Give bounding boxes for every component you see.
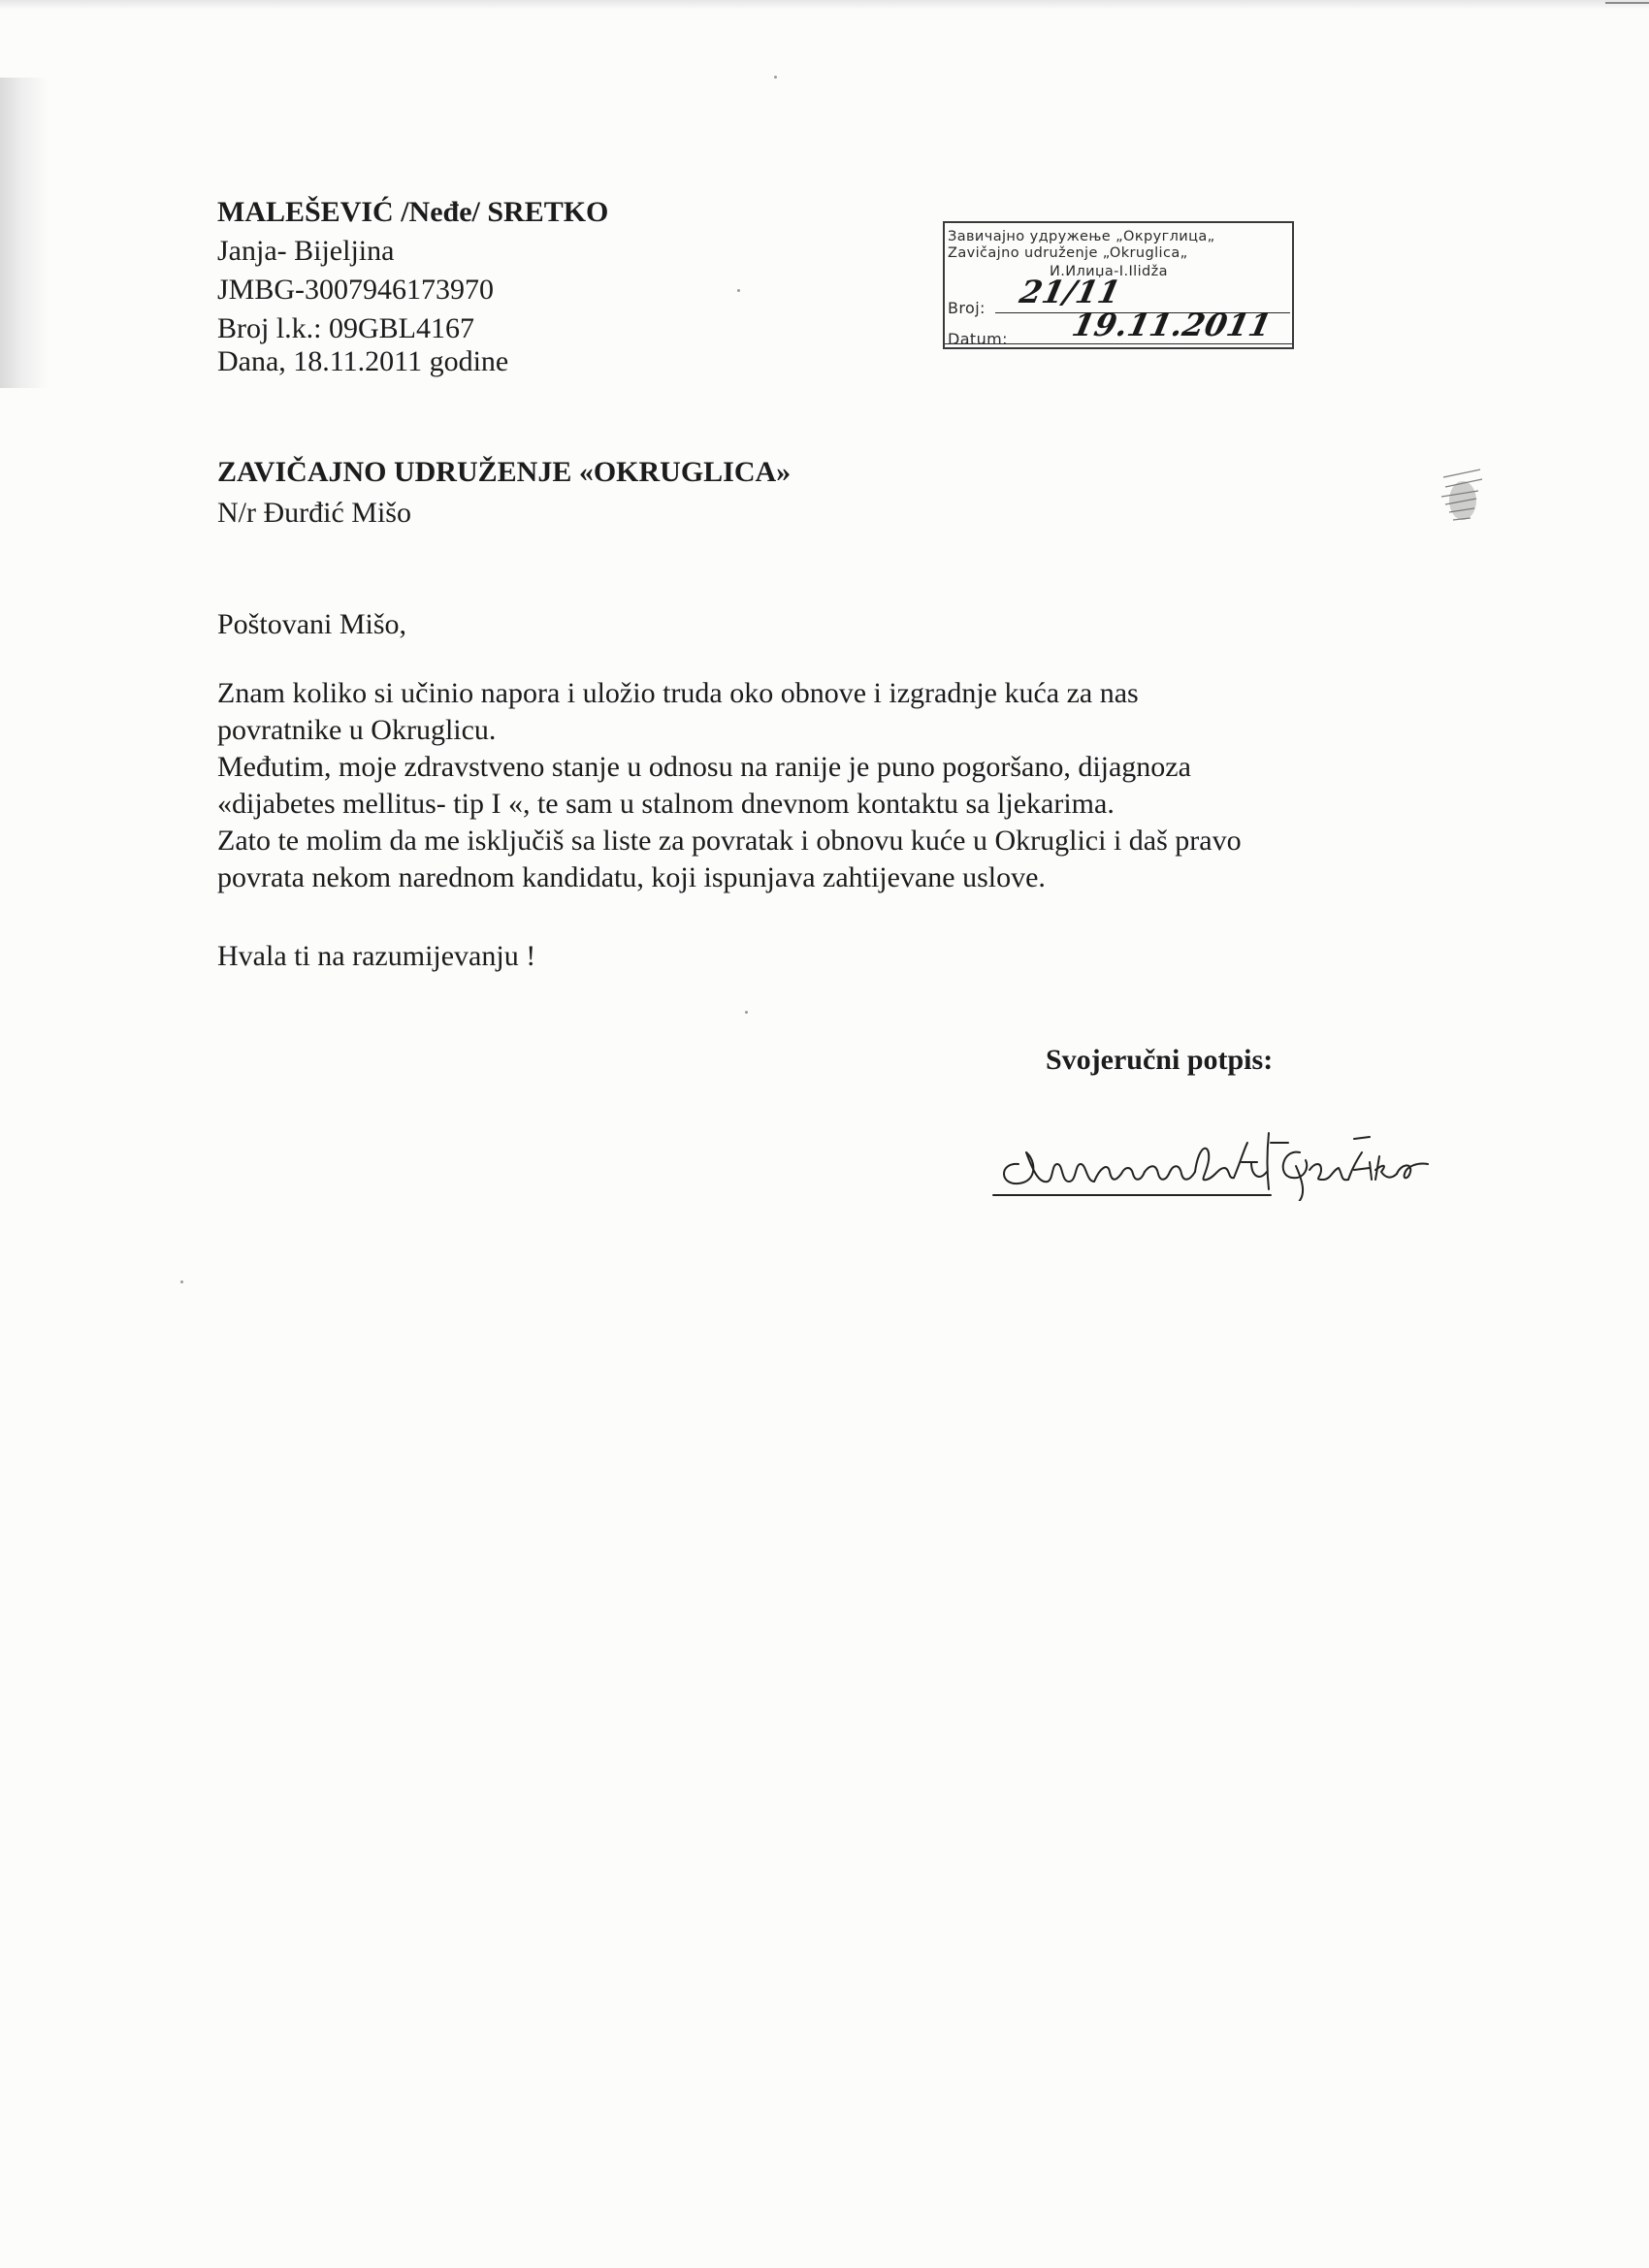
signature-label: Svojeručni potpis: xyxy=(1046,1044,1274,1076)
ink-smudge xyxy=(1434,466,1492,543)
recipient-attention: N/r Đurđić Mišo xyxy=(217,497,411,529)
stamp-broj-label: Broj: xyxy=(948,299,986,317)
letter-date: Dana, 18.11.2011 godine xyxy=(217,345,509,377)
body-line: «dijabetes mellitus- tip I «, te sam u stalnom dnevnom kontaktu sa ljekarima. xyxy=(217,788,1115,820)
body-line: povratnike u Okruglicu. xyxy=(217,714,497,746)
sender-id-card: Broj l.k.: 09GBL4167 xyxy=(217,312,475,344)
scan-shadow-top xyxy=(0,0,1649,10)
stamp-line-latin: Zavičajno udruženje „Okruglica„ xyxy=(948,245,1188,261)
handwritten-signature xyxy=(980,1114,1465,1201)
scan-edge-mark xyxy=(1605,2,1649,4)
scan-speck xyxy=(737,289,740,292)
sender-name: MALEŠEVIĆ /Neđe/ SRETKO xyxy=(217,196,609,228)
recipient-organization: ZAVIČAJNO UDRUŽENJE «OKRUGLICA» xyxy=(217,456,792,488)
body-line: Zato te molim da me isključiš sa liste za povratak i obnovu kuće u Okruglici i daš pravo xyxy=(217,825,1242,857)
stamp-line-cyrillic: Завичајно удружење „Округлица„ xyxy=(948,229,1215,244)
stamp-line-location: И.Илиџа-I.Ilidža xyxy=(1050,264,1168,279)
stamp-datum-rule xyxy=(945,343,1292,344)
body-line: Međutim, moje zdravstveno stanje u odnosu na ranije je puno pogoršano, dijagnoza xyxy=(217,751,1191,783)
sender-place: Janja- Bijeljina xyxy=(217,235,395,267)
body-line: Znam koliko si učinio napora i uložio truda oko obnove i izgradnje kuća za nas xyxy=(217,677,1139,709)
scan-shadow-left xyxy=(0,78,48,388)
registration-stamp xyxy=(943,221,1294,349)
scan-speck xyxy=(745,1011,748,1014)
scan-speck xyxy=(774,76,777,79)
greeting: Poštovani Mišo, xyxy=(217,608,407,640)
stamp-datum-handwritten: 19.11.2011 xyxy=(1068,307,1276,343)
scan-speck xyxy=(180,1280,183,1283)
stamp-broj-handwritten: 21/11 xyxy=(1016,274,1124,310)
closing: Hvala ti na razumijevanju ! xyxy=(217,940,536,972)
stamp-datum-label: Datum: xyxy=(948,330,1008,348)
body-line: povrata nekom narednom kandidatu, koji ispunjava zahtijevane uslove. xyxy=(217,861,1046,893)
sender-jmbg: JMBG-3007946173970 xyxy=(217,274,495,306)
